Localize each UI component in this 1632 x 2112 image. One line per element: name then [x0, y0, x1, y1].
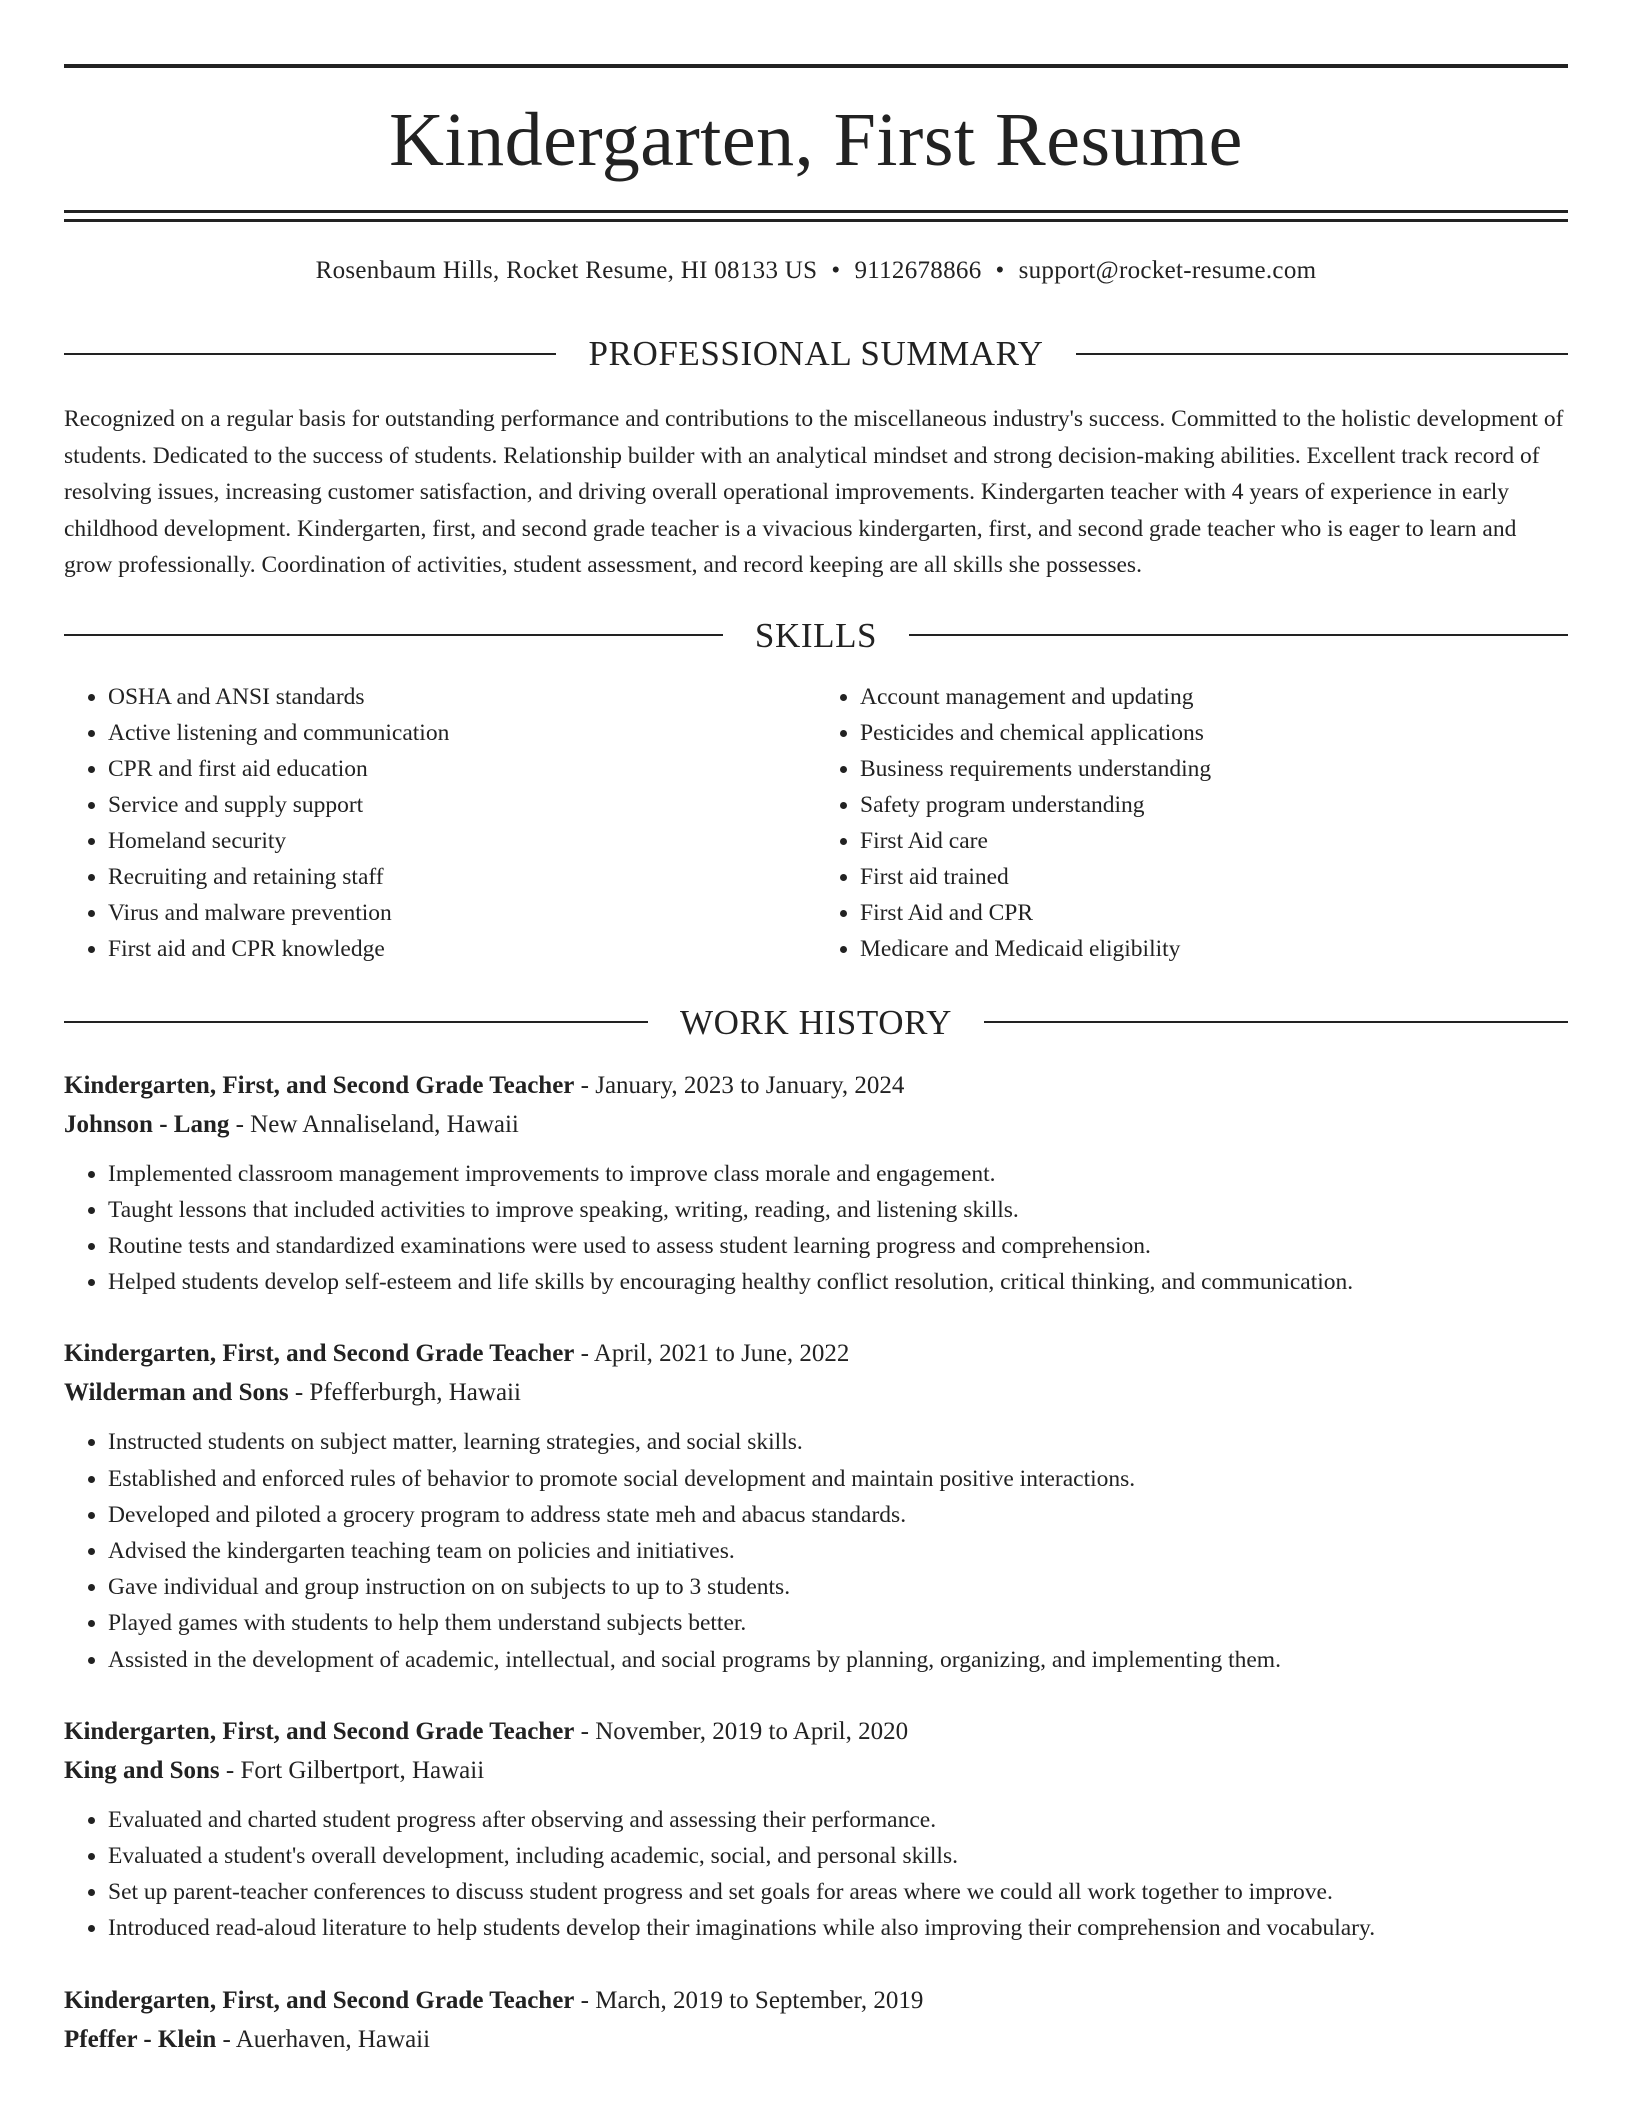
skills-right-column — [816, 679, 1568, 967]
job-company-line — [64, 1105, 1568, 1144]
heading-rule-right — [1076, 353, 1568, 355]
skill-item: • First Aid care — [860, 823, 1568, 859]
skill-item: • OSHA and ANSI standards — [108, 679, 816, 715]
job-dates: - November, 2019 to April, 2020 — [574, 1717, 909, 1745]
job-bullet: • Developed and piloted a grocery program to address state meh and abacus standards. — [108, 1497, 1568, 1533]
job-title: Kindergarten, First, and Second Grade Teacher — [64, 1340, 575, 1368]
summary-heading — [64, 336, 1568, 371]
contact-line — [64, 256, 1568, 286]
job-bullet: • Played games with students to help them understand subjects better. — [108, 1605, 1568, 1641]
job-dates: - April, 2021 to June, 2022 — [574, 1340, 850, 1368]
job-dates: - March, 2019 to September, 2019 — [574, 1986, 924, 2014]
separator-dot: • — [995, 257, 1005, 284]
job-location: - Pfefferburgh, Hawaii — [288, 1379, 521, 1407]
skill-item: • Active listening and communication — [108, 715, 816, 751]
job-company-line — [64, 1751, 1568, 1790]
job-bullet: • Set up parent-teacher conferences to discuss student progress and set goals for areas where we could all work together to improve. — [108, 1874, 1568, 1910]
job-company: Pfeffer - Klein — [64, 2025, 217, 2053]
job-entry — [64, 1334, 1568, 1677]
skill-item: • First aid trained — [860, 859, 1568, 895]
job-company-line — [64, 2020, 1568, 2059]
skill-item: • Virus and malware prevention — [108, 895, 816, 931]
skills-heading — [64, 615, 1568, 655]
skills-grid — [64, 679, 1568, 967]
job-location: - New Annaliseland, Hawaii — [229, 1110, 519, 1138]
job-title-line — [64, 1981, 1568, 2020]
skill-item: • First Aid and CPR — [860, 895, 1568, 931]
job-location: - Auerhaven, Hawaii — [216, 2025, 431, 2053]
job-company-line — [64, 1373, 1568, 1412]
job-bullet: • Introduced read-aloud literature to help students develop their imaginations while also improving their comprehension and vocabulary. — [108, 1910, 1568, 1946]
job-bullet: • Helped students develop self-esteem and life skills by encouraging healthy conflict resolution, critical thinking, and communication. — [108, 1264, 1568, 1300]
job-bullets — [64, 1424, 1568, 1677]
job-bullets — [64, 1156, 1568, 1301]
job-company: King and Sons — [64, 1756, 220, 1784]
job-bullet: • Evaluated and charted student progress after observing and assessing their performance. — [108, 1802, 1568, 1838]
job-entry — [64, 1712, 1568, 1947]
job-bullets — [64, 1802, 1568, 1947]
job-bullet: • Routine tests and standardized examinations were used to assess student learning progress and comprehension. — [108, 1228, 1568, 1264]
job-title: Kindergarten, First, and Second Grade Teacher — [64, 1986, 575, 2014]
job-bullet: • Assisted in the development of academic, intellectual, and social programs by planning, organizing, and implementing them. — [108, 1642, 1568, 1678]
job-bullet: • Taught lessons that included activities to improve speaking, writing, reading, and listening skills. — [108, 1192, 1568, 1228]
double-rule — [64, 210, 1568, 222]
job-location: - Fort Gilbertport, Hawaii — [219, 1756, 485, 1784]
skill-item: • Homeland security — [108, 823, 816, 859]
skill-item: • CPR and first aid education — [108, 751, 816, 787]
skill-item: • Service and supply support — [108, 787, 816, 823]
job-company: Wilderman and Sons — [64, 1379, 289, 1407]
job-bullet: • Implemented classroom management improvements to improve class morale and engagement. — [108, 1156, 1568, 1192]
work-history-heading — [64, 1002, 1568, 1042]
job-bullet: • Established and enforced rules of behavior to promote social development and maintain positive interactions. — [108, 1461, 1568, 1497]
job-entry — [64, 1981, 1568, 2059]
skill-item: • Safety program understanding — [860, 787, 1568, 823]
job-bullet: • Gave individual and group instruction on on subjects to up to 3 students. — [108, 1569, 1568, 1605]
skill-item: • Medicare and Medicaid eligibility — [860, 931, 1568, 967]
skill-item: • Account management and updating — [860, 679, 1568, 715]
heading-rule-left — [64, 353, 556, 355]
work-heading-label: WORK HISTORY — [680, 1002, 952, 1042]
summary-text: Recognized on a regular basis for outstanding performance and contributions to the miscellaneous industry's success. Committed to the holistic development of students. Dedicated to the success of students. Relationship builder with an analytical mindset and strong decision-making abilities. Excellent track record of resolving issues, increasing customer satisfaction, and driving overall operational improvements. Kindergarten teacher with 4 years of experience in early childhood development. Kindergarten, first, and second grade teacher is a vivacious kindergarten, first, and second grade teacher who is eager to learn and grow professionally. Coordination of activities, student assessment, and record keeping are all skills she possesses. — [64, 406, 1564, 578]
resume-name: Kindergarten, First Resume — [389, 98, 1243, 182]
separator-dot: • — [831, 257, 841, 284]
skill-item: • Pesticides and chemical applications — [860, 715, 1568, 751]
job-bullet: • Instructed students on subject matter, learning strategies, and social skills. — [108, 1424, 1568, 1460]
skill-item: • Business requirements understanding — [860, 751, 1568, 787]
heading-rule-left — [64, 634, 723, 636]
job-dates: - January, 2023 to January, 2024 — [574, 1071, 905, 1099]
top-rule — [64, 64, 1568, 68]
summary-heading-label: PROFESSIONAL SUMMARY — [588, 334, 1044, 373]
skills-heading-label: SKILLS — [754, 615, 878, 655]
skill-item: • Recruiting and retaining staff — [108, 859, 816, 895]
contact-phone: 9112678866 — [854, 257, 982, 284]
job-title-line — [64, 1066, 1568, 1105]
skills-left-column — [64, 679, 816, 967]
skill-item: • First aid and CPR knowledge — [108, 931, 816, 967]
contact-address: Rosenbaum Hills, Rocket Resume, HI 08133 US — [315, 257, 818, 284]
job-title-line — [64, 1334, 1568, 1373]
job-title: Kindergarten, First, and Second Grade Teacher — [64, 1071, 575, 1099]
heading-rule-right — [909, 634, 1568, 636]
job-bullet: • Evaluated a student's overall development, including academic, social, and personal skills. — [108, 1838, 1568, 1874]
heading-rule-left — [64, 1021, 648, 1023]
contact-email: support@rocket-resume.com — [1018, 257, 1317, 284]
heading-rule-right — [984, 1021, 1568, 1023]
job-company: Johnson - Lang — [64, 1110, 230, 1138]
job-title-line — [64, 1712, 1568, 1751]
job-bullet: • Advised the kindergarten teaching team on policies and initiatives. — [108, 1533, 1568, 1569]
job-entry — [64, 1066, 1568, 1301]
job-title: Kindergarten, First, and Second Grade Teacher — [64, 1717, 575, 1745]
